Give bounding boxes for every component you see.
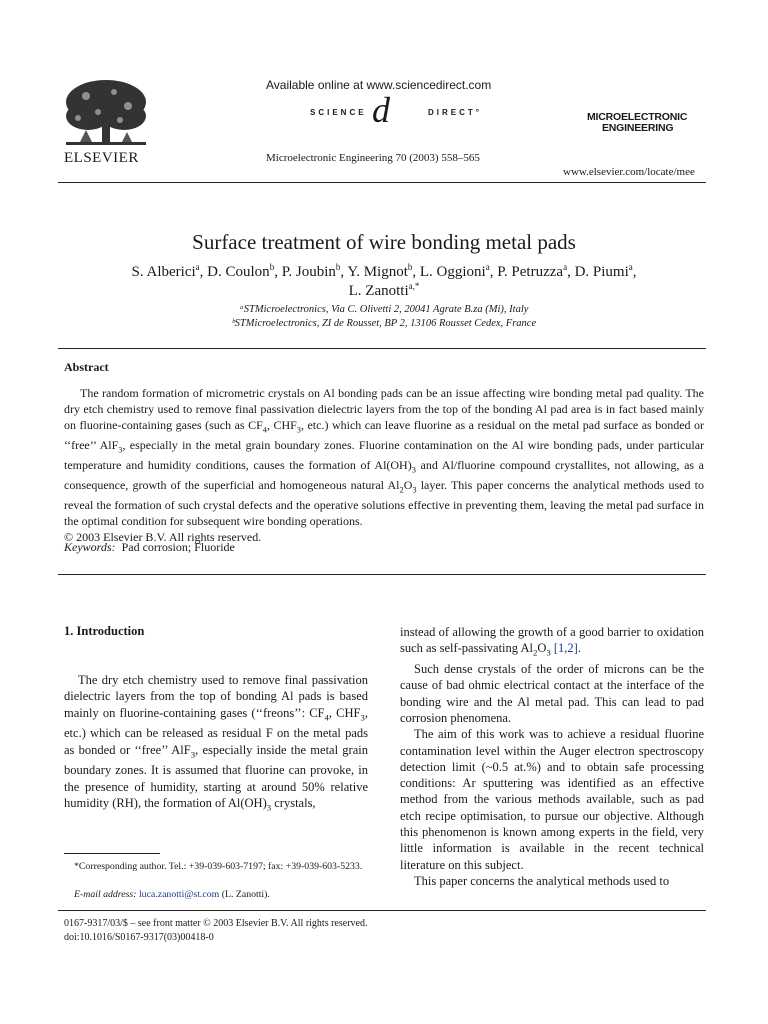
sciencedirect-direct: DIRECT° (428, 108, 482, 117)
affiliation-a: ᵃSTMicroelectronics, Via C. Olivetti 2, 20041 Agrate B.za (Mi), Italy (239, 304, 529, 315)
affiliation-b: ᵇSTMicroelectronics, ZI de Rousset, BP 2, 13106 Rousset Cedex, France (231, 318, 537, 329)
abstract-body: The random formation of micrometric crystals on Al bonding pads can be an issue affecting wire bonding metal pad quality. The dry etch chemistry used to remove final passivation dielectric layers from the top of the bonding Al pad area is in fact based mainly on fluorine-containing gases (such as $CF_4$, $CHF_3$, etc.) which can leave fluorine as a residual on the metal pad surface as bonded or ‘‘free’’ AlF$_3$, especially in the metal grain boundary zones. Fluorine contamination on the Al wire bonding pads, under particular temperature and humidity conditions, causes the formation of $Al(OH)_3$ and Al/fluorine compound crystallites, not allowing, as a consequence, growth of the superficial and homogeneous natural $Al_2O_3$ layer. This paper concerns the analytical methods used to reveal the formation of such crystal defects and the operative solutions effective in preventing them, leaving the metal pad surface in the optimal condition for subsequent wire bonding operations. © 2003 Elsevier B.V. All rights reserved. (64, 386, 705, 544)
authors-line-2: L. Zanotti$^{a,*}$ (348, 281, 420, 299)
publisher-name: ELSEVIER (64, 150, 139, 166)
paragraph: The aim of this work was to achieve a residual fluorine contamination level within the Auger electron spectroscopy detection limit (~0.5 at.%) and to obtain safe processing conditions: Ar sputtering was identified as an effective method from the various methods available, such as pad etch recipe optimisation, to pursue our objective. Although this phenomenon is known among experts in the field, very little information is available in the recent technical literature on this subject. (400, 727, 704, 872)
paragraph: This paper concerns the analytical methods used to (414, 873, 670, 888)
footnote-corresponding: *Corresponding author. Tel.: +39-039-603-7197; fax: +39-039-603-5233. (74, 861, 363, 872)
journal-logo-line2: ENGINEERING (602, 122, 674, 134)
sciencedirect-science: SCIENCE (310, 108, 367, 117)
header-divider (58, 182, 706, 183)
journal-reference: Microelectronic Engineering 70 (2003) 558–565 (266, 152, 480, 164)
abstract-bottom-divider (58, 574, 706, 575)
journal-logo-line1: MICROELECTRONIC (587, 111, 688, 123)
email-label: E-mail address: (74, 889, 137, 900)
email-link[interactable]: luca.zanotti@st.com (138, 889, 220, 900)
keywords (64, 540, 235, 555)
section-heading-introduction: 1. Introduction (64, 624, 145, 638)
sciencedirect-at-icon: d (372, 90, 390, 130)
left-column-text: The dry etch chemistry used to remove final passivation dielectric layers from the top of bonding Al pads is based mainly on fluorine-containing gases (‘‘freons’’: $CF_4$, $CHF_3$, etc.) which can be released as residual F on the metal pads as bonded or ‘‘free’’ AlF$_3$, especially inside the metal grain boundary zones. It is assumed that fluorine can provoke, in the presence of humidity, starting at around 50% relative humidity (RH), the formation of $Al(OH)_3$ crystals, (64, 673, 368, 813)
bottom-divider (58, 910, 706, 911)
keywords-label: Keywords: (64, 540, 116, 554)
email-owner: (L. Zanotti). (221, 889, 270, 900)
keywords-values: Pad corrosion; Fluoride (121, 540, 235, 554)
journal-url[interactable]: www.elsevier.com/locate/mee (563, 166, 695, 178)
abstract-heading: Abstract (64, 360, 109, 374)
paragraph: instead of allowing the growth of a good barrier to oxidation such as self-passivating $Al_2O_3$ [1,2]. (400, 625, 704, 658)
authors-line-1: S. Alberici$^a$, D. Coulon$^b$, P. Joubin$^b$, Y. Mignot$^b$, L. Oggioni$^a$, P. Petruzza$^a$, D. Piumi$^a$, (131, 262, 637, 280)
footnote-divider (64, 853, 160, 854)
right-column-text (400, 624, 704, 889)
doi-line[interactable]: doi:10.1016/S0167-9317(03)00418-0 (64, 932, 214, 943)
available-online-text[interactable]: Available online at www.sciencedirect.com (266, 78, 492, 92)
abstract-top-divider (58, 348, 706, 349)
issn-line: 0167-9317/03/$ – see front matter © 2003 Elsevier B.V. All rights reserved. (64, 918, 368, 929)
footnote-email (74, 888, 368, 902)
article-title: Surface treatment of wire bonding metal pads (192, 230, 576, 254)
paragraph: Such dense crystals of the order of microns can be the cause of bad ohmic electrical contact at the interface of the bonding wire and the Al metal pad. This can lead to pad corrosion phenomena. (400, 662, 704, 725)
